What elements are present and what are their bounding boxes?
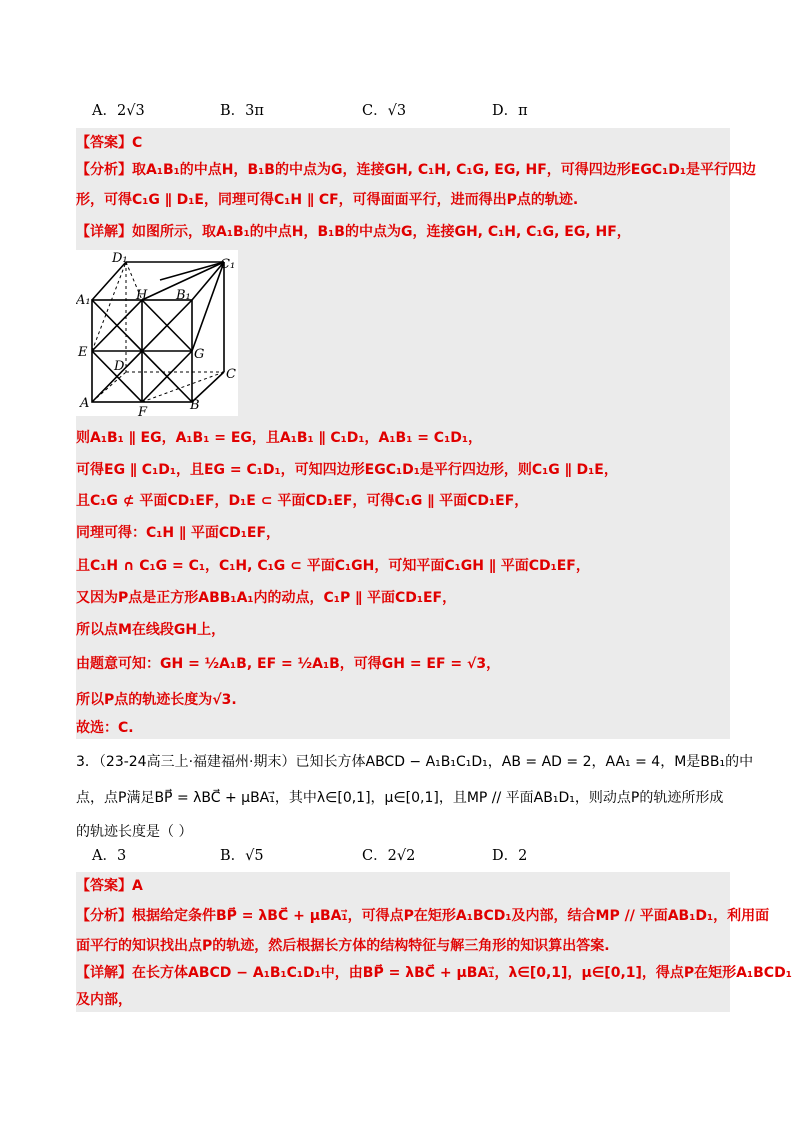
q3-analysis-line1: 【分析】根据给定条件BP⃗ = λBC⃗ + μBA₁⃗，可得点P在矩形A₁BCD₁及内部，结合MP // 平面AB₁D₁，利用面 <box>76 908 770 924</box>
label-a: A <box>80 396 90 411</box>
label-e: E <box>78 345 88 360</box>
cube-figure <box>76 250 238 416</box>
q3-stem-line3: 的轨迹长度是（ ） <box>76 824 193 840</box>
label-h: H <box>136 288 148 303</box>
q2-step-9: 所以P点的轨迹长度为√3. <box>76 692 237 708</box>
q3-answer: 【答案】A <box>76 878 143 894</box>
q3-detail-line2: 及内部， <box>76 992 132 1008</box>
q2-step-7: 所以点M在线段GH上， <box>76 622 226 638</box>
q3-detail-line1: 【详解】在长方体ABCD − A₁B₁C₁D₁中，由BP⃗ = λBC⃗ + μBA₁⃗，λ∈[0,1]，μ∈[0,1]，得点P在矩形A₁BCD₁ <box>76 965 792 981</box>
q2-answer: 【答案】C <box>76 135 143 151</box>
q2-option-a: A．2√3 <box>92 103 145 119</box>
q2-analysis-line2: 形，可得C₁G ∥ D₁E，同理可得C₁H ∥ CF，可得面面平行，进而得出P点的轨迹. <box>76 192 579 208</box>
q2-analysis-line1: 【分析】取A₁B₁的中点H，B₁B的中点为G，连接GH, C₁H, C₁G, EG, HF，可得四边形EGC₁D₁是平行四边 <box>76 162 756 178</box>
label-d1: D₁ <box>112 251 128 266</box>
q2-step-1: 则A₁B₁ ∥ EG，A₁B₁ = EG，且A₁B₁ ∥ C₁D₁，A₁B₁ = C₁D₁， <box>76 430 482 446</box>
q2-step-5: 且C₁H ∩ C₁G = C₁，C₁H, C₁G ⊂ 平面C₁GH，可知平面C₁GH ∥ 平面CD₁EF， <box>76 558 590 574</box>
q2-step-6: 又因为P点是正方形ABB₁A₁内的动点，C₁P ∥ 平面CD₁EF， <box>76 590 457 606</box>
q3-option-d: D．2 <box>492 848 528 864</box>
label-c: C <box>226 367 236 382</box>
q2-option-d: D．π <box>492 103 528 119</box>
label-c1: C₁ <box>220 257 236 272</box>
q2-step-8: 由题意可知：GH = ½A₁B, EF = ½A₁B，可得GH = EF = √3， <box>76 656 501 672</box>
label-f: F <box>138 405 148 416</box>
q2-step-2: 可得EG ∥ C₁D₁，且EG = C₁D₁，可知四边形EGC₁D₁是平行四边形，则C₁G ∥ D₁E， <box>76 462 618 478</box>
q3-stem-line2: 点，点P满足BP⃗ = λBC⃗ + μBA₁⃗，其中λ∈[0,1]，μ∈[0,1]，且MP // 平面AB₁D₁，则动点P的轨迹所形成 <box>76 790 724 806</box>
label-g: G <box>194 347 205 362</box>
label-d: D <box>114 359 125 374</box>
q2-detail-line1: 【详解】如图所示，取A₁B₁的中点H，B₁B的中点为G，连接GH, C₁H, C₁G, EG, HF， <box>76 224 631 240</box>
q2-option-b: B．3π <box>220 103 264 119</box>
q3-option-b: B．√5 <box>220 848 264 864</box>
q3-analysis-line2: 面平行的知识找出点P的轨迹，然后根据长方体的结构特征与解三角形的知识算出答案. <box>76 938 610 954</box>
q3-option-c: C．2√2 <box>362 848 416 864</box>
label-b: B <box>190 398 200 413</box>
q2-option-c: C．√3 <box>362 103 407 119</box>
q2-step-4: 同理可得：C₁H ∥ 平面CD₁EF， <box>76 525 281 541</box>
q3-option-a: A．3 <box>92 848 127 864</box>
q3-stem-line1: 3．（23-24高三上·福建福州·期末）已知长方体ABCD − A₁B₁C₁D₁，AB = AD = 2，AA₁ = 4，M是BB₁的中 <box>76 754 754 770</box>
label-b1: B₁ <box>176 288 191 303</box>
q2-step-10: 故选：C. <box>76 720 134 736</box>
q2-step-3: 且C₁G ⊄ 平面CD₁EF，D₁E ⊂ 平面CD₁EF，可得C₁G ∥ 平面CD₁EF， <box>76 493 529 509</box>
label-a1: A₁ <box>76 293 91 308</box>
